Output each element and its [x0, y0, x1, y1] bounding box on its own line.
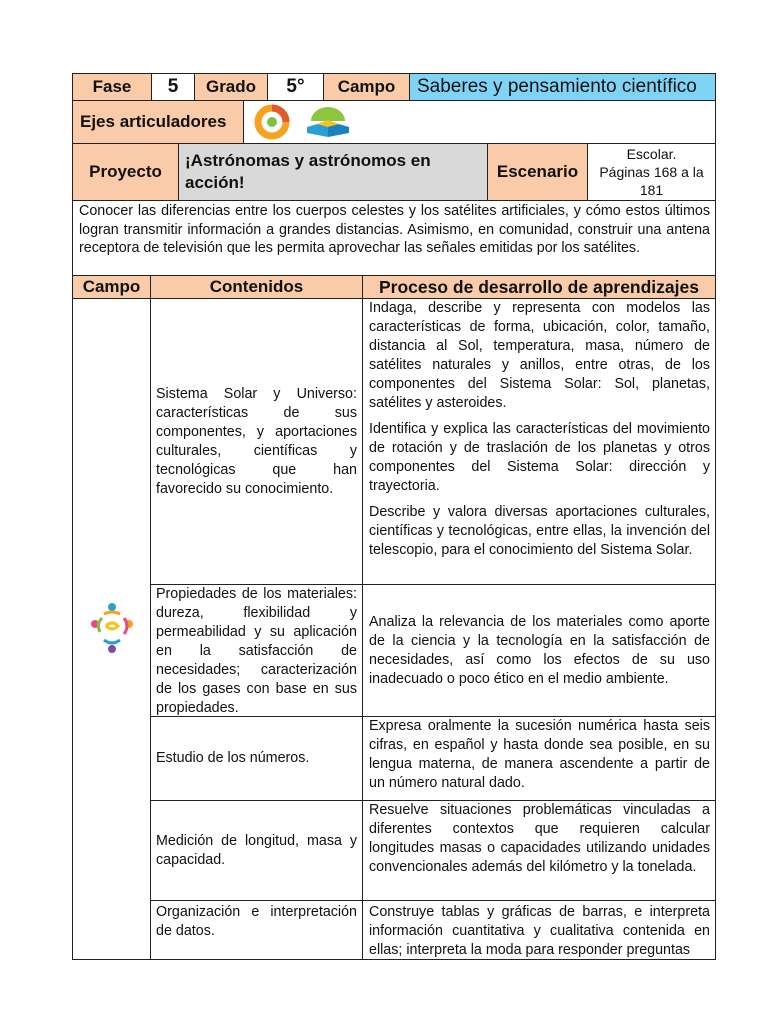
- col-proceso-header: Proceso de desarrollo de aprendizajes: [362, 275, 716, 299]
- contenido-text-1: Sistema Solar y Universo: características de sus componentes, y aportaciones culturales, científicas y tecnológicas que han favorecido su conocimiento.: [156, 385, 357, 497]
- proceso-text-2: Analiza la relevancia de los materiales como aporte de la ciencia y la tecnología en la satisfacción de necesidades, así como los efectos de su uso inadecuado o poco ético en el medio ambiente.: [369, 613, 710, 687]
- project-description: Conocer las diferencias entre los cuerpos celestes y los satélites artificiales, y cómo estos últimos logran transmitir información a grandes distancias. Asimismo, en comunidad, construir una antena receptora de televisión que les permita aprovechar las señales emitidas por los satélites.: [72, 200, 716, 276]
- escenario-value: [587, 143, 716, 201]
- escenario-label: Escenario: [487, 143, 588, 201]
- grado-label: Grado: [194, 73, 268, 101]
- proceso-cell-5: [362, 900, 716, 960]
- proceso-text-5: Construye tablas y gráficas de barras, e interpreta información cuantitativa y cualitativa contenida en ellas; interpreta la moda para responder preguntas: [369, 904, 710, 958]
- fase-label: Fase: [72, 73, 152, 101]
- grado-value: 5°: [267, 73, 324, 101]
- contenido-cell-3: [150, 716, 363, 801]
- contenido-cell-1: [150, 298, 363, 585]
- proceso-cell-2: [362, 584, 716, 717]
- ejes-label: Ejes articuladores: [72, 100, 244, 144]
- proceso-text-4: Resuelve situaciones problemáticas vinculadas a diferentes contextos que requieren calcular longitudes masas o capacidades utilizando unidades convencionales además del kilómetro y la tonelada.: [369, 802, 710, 875]
- campo-value: Saberes y pensamiento científico: [409, 73, 716, 101]
- col-contenidos-header: Contenidos: [150, 275, 363, 299]
- contenido-text-4: Medición de longitud, masa y capacidad.: [156, 832, 357, 868]
- proceso-text-1b: Identifica y explica las características del movimiento de rotación y de traslación de los planetas y otros componentes del Sistema Solar: dirección y trayectoria.: [369, 421, 710, 494]
- campo-label: Campo: [323, 73, 410, 101]
- people-circle-icon: [86, 600, 138, 656]
- contenido-cell-5: [150, 900, 363, 960]
- col-campo-header: Campo: [72, 275, 151, 299]
- contenido-text-5: Organización e interpretación de datos.: [156, 904, 357, 939]
- proceso-text-1c: Describe y valora diversas aportaciones culturales, científicas y tecnológicas, entre ellas, la invención del telescopio, para el conocimiento del Sistema Solar.: [369, 504, 710, 558]
- contenido-cell-2: [150, 584, 363, 717]
- proceso-cell-4: [362, 800, 716, 901]
- book-sun-icon: [303, 103, 353, 141]
- escenario-line-1: Escolar.: [626, 146, 677, 162]
- proyecto-title: ¡Astrónomas y astrónomos en acción!: [178, 143, 488, 201]
- escenario-line-3: 181: [639, 182, 664, 198]
- proceso-text-3: Expresa oralmente la sucesión numérica hasta seis cifras, en español y hasta donde sea posible, en su lengua materna, de manera ascendente a partir de un número natural dado.: [369, 718, 710, 791]
- proceso-text-1a: Indaga, describe y representa con modelos las características de forma, ubicación, color, tamaño, distancia al Sol, temperatura, masa, número de satélites naturales y anillos, entre otras, de los componentes del Sistema Solar: Sol, planetas, satélites y asteroides.: [369, 300, 710, 411]
- fase-value: 5: [151, 73, 195, 101]
- proceso-cell-1: [362, 298, 716, 585]
- ring-icon: [252, 103, 292, 141]
- escenario-line-2: Páginas 168 a la: [599, 164, 704, 180]
- proceso-cell-3: [362, 716, 716, 801]
- contenido-cell-4: [150, 800, 363, 901]
- contenido-text-2: Propiedades de los materiales: dureza, flexibilidad y permeabilidad y su aplicación en la satisfacción de necesidades; caracterización de los gases con base en sus propiedades.: [156, 586, 357, 716]
- proyecto-label: Proyecto: [72, 143, 179, 201]
- contenido-text-3: Estudio de los números.: [156, 750, 310, 766]
